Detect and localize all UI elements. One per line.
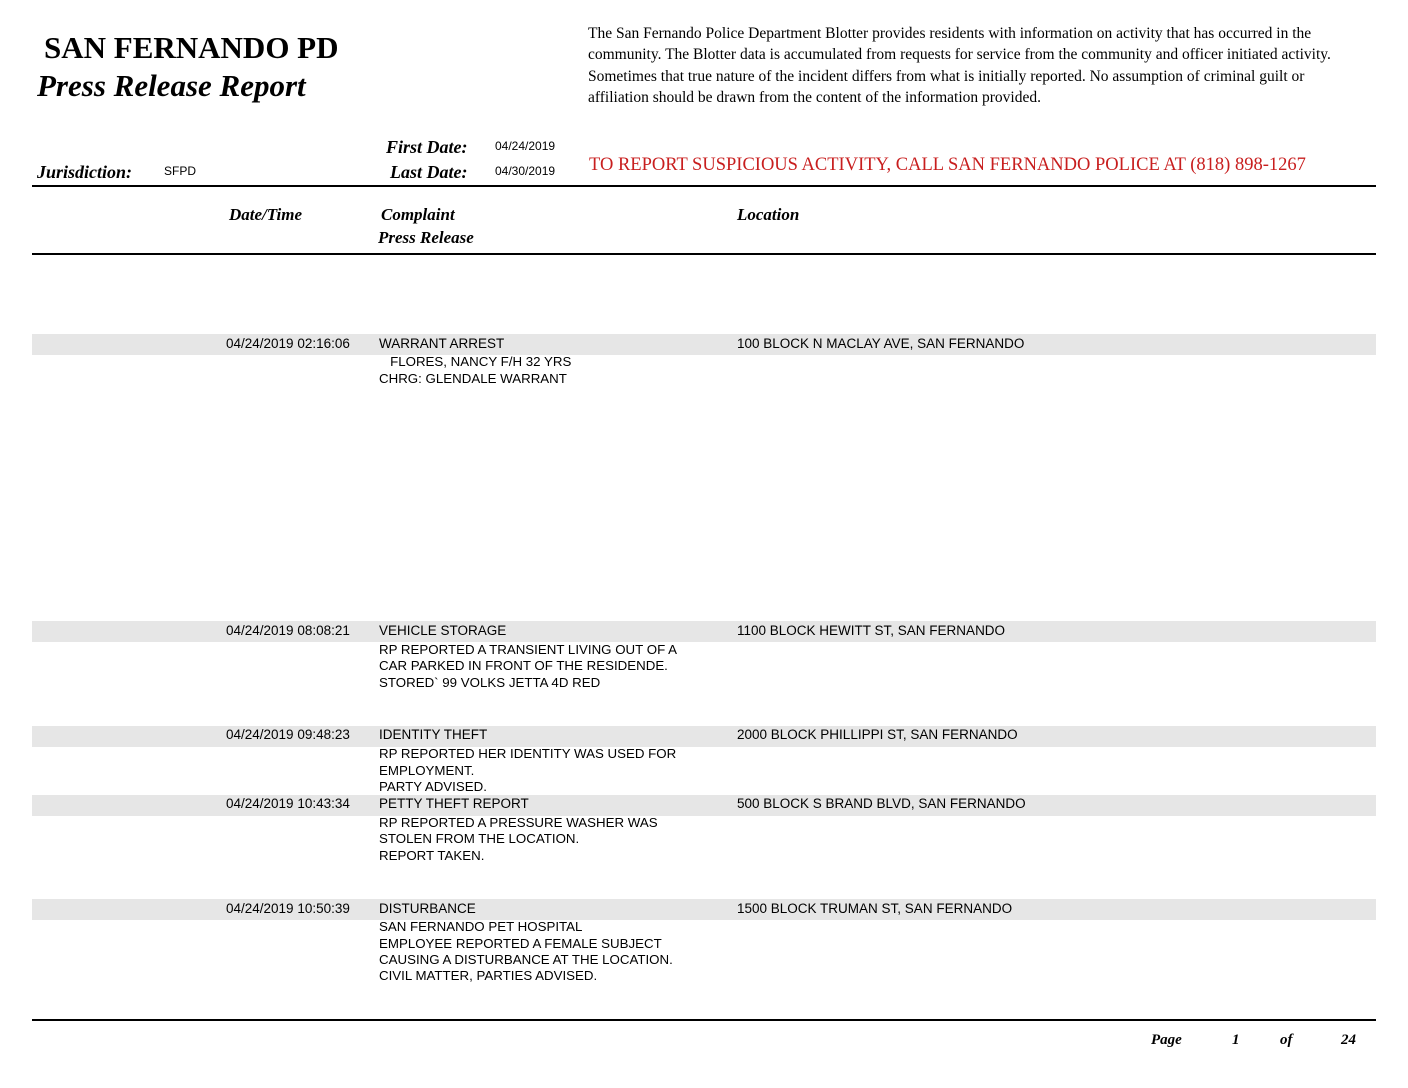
record-detail-line: FLORES, NANCY F/H 32 YRS <box>379 354 572 369</box>
record-complaint: VEHICLE STORAGE <box>379 623 507 638</box>
record-detail-line: SAN FERNANDO PET HOSPITAL <box>379 919 583 934</box>
column-header-datetime: Date/Time <box>229 205 303 224</box>
jurisdiction-value: SFPD <box>164 164 197 178</box>
jurisdiction-label: Jurisdiction: <box>37 162 133 182</box>
page-number: 1 <box>1232 1032 1240 1048</box>
record-datetime: 04/24/2019 10:43:34 <box>226 796 350 811</box>
first-date-value: 04/24/2019 <box>495 139 556 153</box>
disclaimer-text: The San Fernando Police Department Blotter provides residents with information on activity that has occurred in the community. The Blotter data is accumulated from requests for service from the community and officer initiated activity. Sometimes that true nature of the incident differs from what is initially reported. No assumption of criminal guilt or affiliation should be drawn from the content of the information provided. <box>588 25 1331 106</box>
column-header-location: Location <box>737 205 800 224</box>
record-location: 500 BLOCK S BRAND BLVD, SAN FERNANDO <box>737 796 1026 811</box>
record-detail-line: STOLEN FROM THE LOCATION. <box>379 831 580 846</box>
header-rule <box>32 185 1376 187</box>
record-datetime: 04/24/2019 08:08:21 <box>226 623 350 638</box>
hotline-notice: TO REPORT SUSPICIOUS ACTIVITY, CALL SAN FERNANDO POLICE AT (818) 898-1267 <box>589 155 1306 175</box>
of-label: of <box>1280 1032 1293 1048</box>
report-title: Press Release Report <box>37 68 306 103</box>
record-datetime: 04/24/2019 02:16:06 <box>226 336 350 351</box>
record-detail-line: CAR PARKED IN FRONT OF THE RESIDENDE. <box>379 658 668 673</box>
last-date-value: 04/30/2019 <box>495 164 556 178</box>
first-date-label: First Date: <box>386 137 468 157</box>
record-detail-line: PARTY ADVISED. <box>379 779 487 794</box>
record-detail-line: EMPLOYMENT. <box>379 763 475 778</box>
record-datetime: 04/24/2019 09:48:23 <box>226 727 350 742</box>
record-location: 1100 BLOCK HEWITT ST, SAN FERNANDO <box>737 623 1006 638</box>
record-complaint: WARRANT ARREST <box>379 336 505 351</box>
page-label: Page <box>1151 1032 1182 1048</box>
record-detail-line: STORED` 99 VOLKS JETTA 4D RED <box>379 675 601 690</box>
record-location: 100 BLOCK N MACLAY AVE, SAN FERNANDO <box>737 336 1025 351</box>
record-detail-line: CAUSING A DISTURBANCE AT THE LOCATION. <box>379 952 673 967</box>
column-header-press-release: Press Release <box>378 228 474 247</box>
record-complaint: PETTY THEFT REPORT <box>379 796 529 811</box>
org-name: SAN FERNANDO PD <box>44 30 339 65</box>
record-detail-line: CHRG: GLENDALE WARRANT <box>379 371 567 386</box>
record-detail-line: REPORT TAKEN. <box>379 848 485 863</box>
last-date-label: Last Date: <box>390 162 468 182</box>
record-detail-line: RP REPORTED A TRANSIENT LIVING OUT OF A <box>379 642 678 657</box>
column-header-rule <box>32 253 1376 255</box>
record-location: 2000 BLOCK PHILLIPPI ST, SAN FERNANDO <box>737 727 1018 742</box>
record-detail-line: RP REPORTED A PRESSURE WASHER WAS <box>379 815 658 830</box>
record-detail-line: RP REPORTED HER IDENTITY WAS USED FOR <box>379 746 677 761</box>
record-detail-line: EMPLOYEE REPORTED A FEMALE SUBJECT <box>379 936 662 951</box>
record-location: 1500 BLOCK TRUMAN ST, SAN FERNANDO <box>737 901 1013 916</box>
record-datetime: 04/24/2019 10:50:39 <box>226 901 350 916</box>
record-detail-line: CIVIL MATTER, PARTIES ADVISED. <box>379 968 598 983</box>
record-complaint: DISTURBANCE <box>379 901 476 916</box>
column-header-complaint: Complaint <box>381 205 455 224</box>
footer-rule <box>32 1019 1376 1021</box>
record-complaint: IDENTITY THEFT <box>379 727 488 742</box>
total-pages: 24 <box>1341 1032 1356 1048</box>
